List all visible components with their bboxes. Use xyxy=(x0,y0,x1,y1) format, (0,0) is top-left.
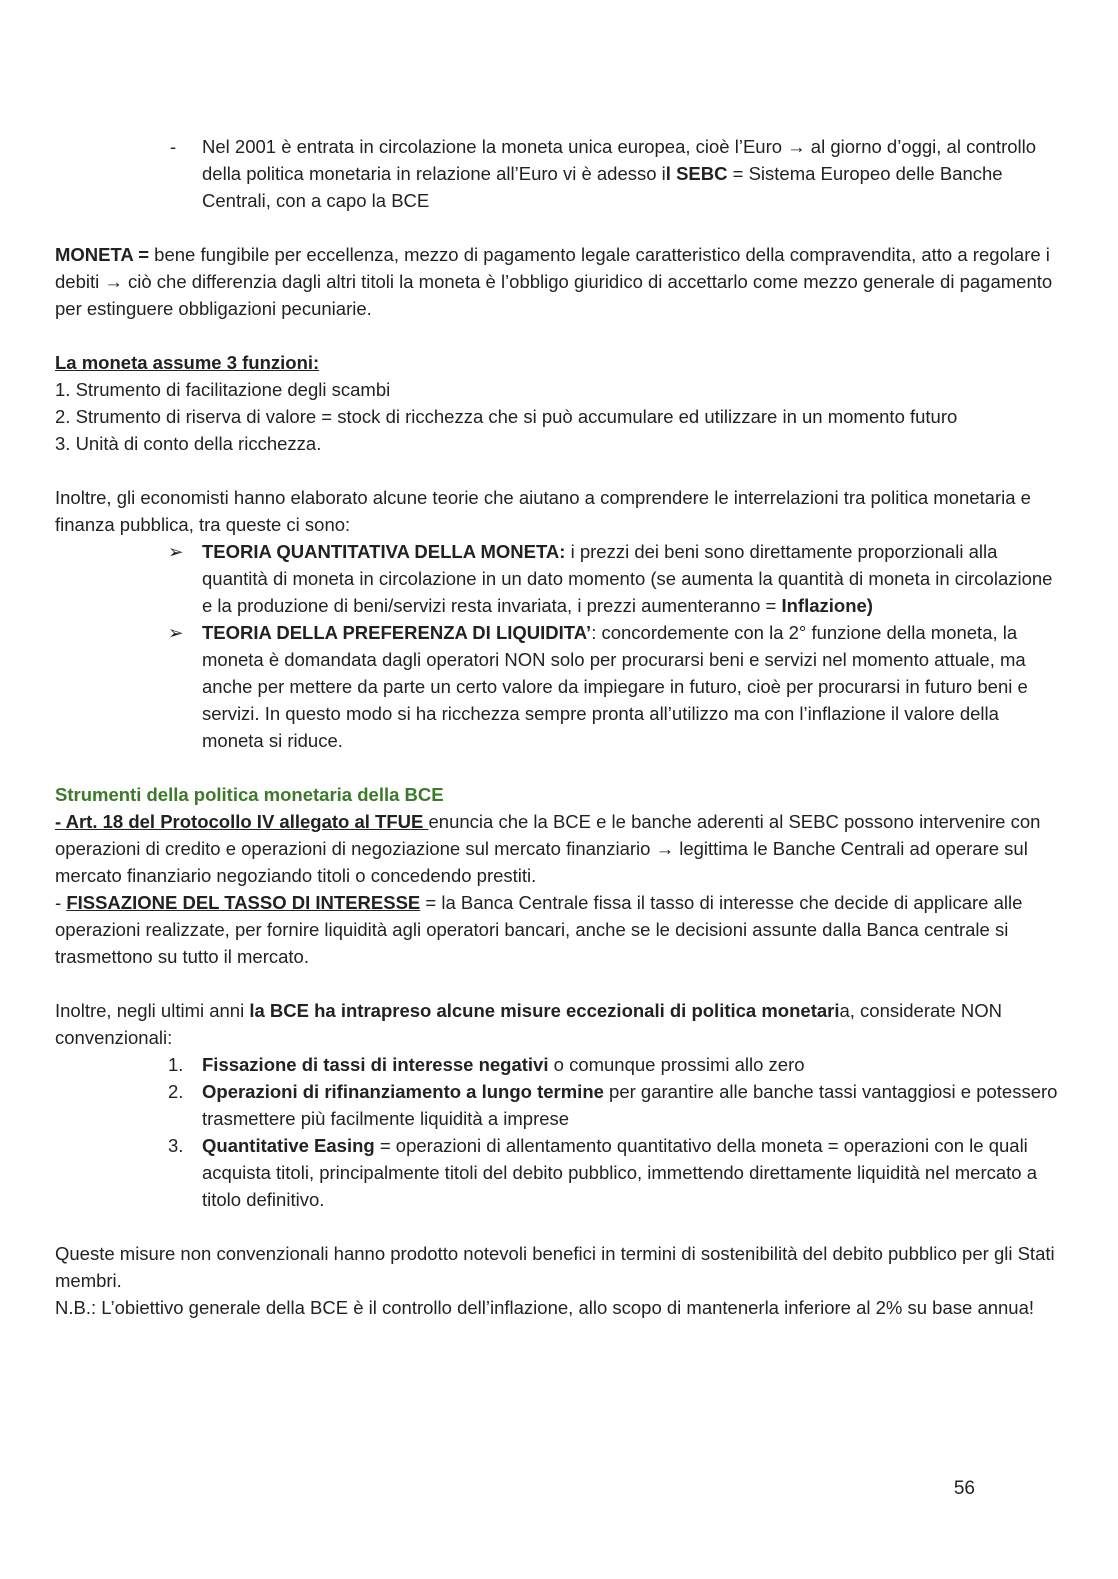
list-number: 3. xyxy=(168,1135,184,1156)
arrow-bullet-icon: ➢ xyxy=(168,541,184,562)
conclusione-paragraph: Queste misure non convenzionali hanno prodotto notevoli benefici in termini di sostenibilità del debito pubblico per gli Stati membri. xyxy=(55,1243,1055,1291)
teoria-quantitativa: ➢ TEORIA QUANTITATIVA DELLA MONETA: i prezzi dei beni sono direttamente proporzionali alla quantità di moneta in circolazione in un dato momento (se aumenta la quantità di moneta in circolazione e la produzione di beni/servizi resta invariata, i prezzi aumenteranno = Inflazione) xyxy=(55,538,1065,619)
intro-item-text: Nel 2001 è entrata in circolazione la moneta unica europea, cioè l’Euro → al giorno d’oggi, al controllo della politica monetaria in relazione all’Euro vi è adesso il SEBC = Sistema Europeo delle Banche Centrali, con a capo la BCE xyxy=(202,136,1037,211)
misure-intro: Inoltre, negli ultimi anni la BCE ha intrapreso alcune misure eccezionali di politica monetaria, considerate NON convenzionali: xyxy=(55,1000,1002,1048)
teorie-intro: Inoltre, gli economisti hanno elaborato alcune teorie che aiutano a comprendere le interrelazioni tra politica monetaria e finanza pubblica, tra queste ci sono: xyxy=(55,487,1031,535)
misura-item: 2. Operazioni di rifinanziamento a lungo termine per garantire alle banche tassi vantaggiosi e potessero trasmettere più facilmente liquidità a imprese xyxy=(55,1078,1065,1132)
document-body xyxy=(55,133,1065,1321)
list-dash: - xyxy=(170,136,177,157)
funzione-item: 1. Strumento di facilitazione degli scambi xyxy=(55,379,391,400)
strumenti-heading: Strumenti della politica monetaria della BCE xyxy=(55,784,444,805)
misura-item: 1. Fissazione di tassi di interesse negativi o comunque prossimi allo zero xyxy=(55,1051,1065,1078)
arrow-bullet-icon: ➢ xyxy=(168,622,184,643)
art-18-paragraph: - Art. 18 del Protocollo IV allegato al TFUE enuncia che la BCE e le banche aderenti al SEBC possono intervenire con operazioni di credito e operazioni di negoziazione sul mercato finanziario → legittima le Banche Centrali ad operare sul mercato finanziario negoziando titoli o concedendo prestiti. xyxy=(55,811,1041,886)
moneta-definition: MONETA = bene fungibile per eccellenza, mezzo di pagamento legale caratteristico della compravendita, atto a regolare i debiti → ciò che differenzia dagli altri titoli la moneta è l’obbligo giuridico di accettarlo come mezzo generale di pagamento per estinguere obbligazioni pecuniarie. xyxy=(55,244,1053,319)
teoria-preferenza-liquidita: ➢ TEORIA DELLA PREFERENZA DI LIQUIDITA’: concordemente con la 2° funzione della moneta, la moneta è domandata dagli operatori NON solo per procurarsi beni e servizi nel momento attuale, ma anche per mettere da parte un certo valore da impiegare in futuro, cioè per procurarsi in futuro beni e servizi. In questo modo si ha ricchezza sempre pronta all’utilizzo ma con l’inflazione il valore della moneta si riduce. xyxy=(55,619,1065,754)
list-number: 2. xyxy=(168,1081,184,1102)
funzione-item: 3. Unità di conto della ricchezza. xyxy=(55,433,322,454)
page-number: 56 xyxy=(953,1478,975,1499)
fissazione-paragraph: - FISSAZIONE DEL TASSO DI INTERESSE = la Banca Centrale fissa il tasso di interesse che decide di applicare alle operazioni realizzate, per fornire liquidità agli operatori bancari, anche se le decisioni assunte dalla Banca centrale si trasmettono su tutto il mercato. xyxy=(55,892,1023,967)
intro-list-item xyxy=(55,133,1065,214)
nota-bene-paragraph: N.B.: L’obiettivo generale della BCE è il controllo dell’inflazione, allo scopo di mantenerla inferiore al 2% su base annua! xyxy=(55,1297,1035,1318)
funzioni-heading: La moneta assume 3 funzioni: xyxy=(55,352,320,373)
funzione-item: 2. Strumento di riserva di valore = stock di ricchezza che si può accumulare ed utilizzare in un momento futuro xyxy=(55,406,958,427)
misura-item: 3. Quantitative Easing = operazioni di allentamento quantitativo della moneta = operazioni con le quali acquista titoli, principalmente titoli del debito pubblico, immettendo direttamente liquidità nel mercato a titolo definitivo. xyxy=(55,1132,1065,1213)
list-number: 1. xyxy=(168,1054,184,1075)
